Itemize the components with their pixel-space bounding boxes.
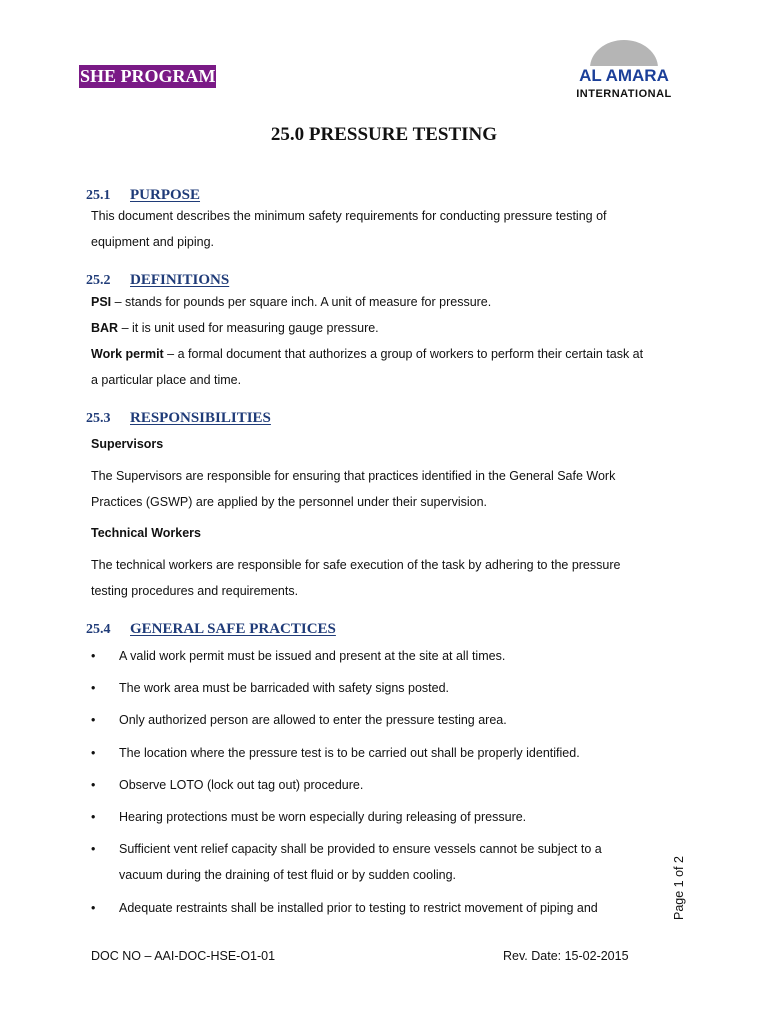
definition-bar xyxy=(91,321,379,335)
bullet-icon: • xyxy=(91,713,96,727)
bullet-icon: • xyxy=(91,778,96,792)
program-badge: SHE PROGRAM xyxy=(80,66,216,86)
list-item: Hearing protections must be worn especially during releasing of pressure. xyxy=(119,810,527,824)
revision-date: Rev. Date: 15-02-2015 xyxy=(503,949,629,963)
definition-text: – it is unit used for measuring gauge pressure. xyxy=(118,321,379,335)
paragraph-line: equipment and piping. xyxy=(91,235,215,249)
paragraph-line: a particular place and time. xyxy=(91,373,242,387)
list-item: Sufficient vent relief capacity shall be provided to ensure vessels cannot be subject to a xyxy=(119,842,602,856)
bullet-icon: • xyxy=(91,681,96,695)
paragraph-line: testing procedures and requirements. xyxy=(91,584,299,598)
section-title-purpose: PURPOSE xyxy=(130,187,201,203)
list-item-continuation: vacuum during the draining of test fluid or by sudden cooling. xyxy=(119,868,457,882)
section-title-responsibilities: RESPONSIBILITIES xyxy=(130,410,271,426)
definition-psi xyxy=(91,295,491,309)
section-title-definitions: DEFINITIONS xyxy=(130,272,230,288)
definition-work-permit xyxy=(91,347,643,361)
section-number: 25.4 xyxy=(86,622,111,637)
page-number: Page 1 of 2 xyxy=(672,856,686,920)
definition-text: – a formal document that authorizes a group of workers to perform their certain task at xyxy=(163,347,644,361)
paragraph-line: This document describes the minimum safety requirements for conducting pressure testing of xyxy=(91,209,607,223)
subheading-supervisors: Supervisors xyxy=(91,437,164,451)
company-logo xyxy=(576,40,672,102)
bullet-icon: • xyxy=(91,842,96,856)
section-number: 25.2 xyxy=(86,273,111,288)
definition-term: PSI xyxy=(91,295,112,309)
list-item: A valid work permit must be issued and present at the site at all times. xyxy=(119,649,506,663)
bullet-icon: • xyxy=(91,649,96,663)
list-item: The work area must be barricaded with safety signs posted. xyxy=(119,681,450,695)
logo-line2: INTERNATIONAL xyxy=(576,88,672,100)
document-title: 25.0 PRESSURE TESTING xyxy=(270,124,498,145)
list-item: Adequate restraints shall be installed prior to testing to restrict movement of piping and xyxy=(119,901,598,915)
bullet-icon: • xyxy=(91,810,96,824)
section-title-general-safe-practices: GENERAL SAFE PRACTICES xyxy=(130,621,336,637)
doc-number: DOC NO – AAI-DOC-HSE-O1-01 xyxy=(91,949,276,963)
list-item: Observe LOTO (lock out tag out) procedure. xyxy=(119,778,364,792)
paragraph-line: Practices (GSWP) are applied by the personnel under their supervision. xyxy=(91,495,488,509)
logo-line1: AL AMARA xyxy=(579,66,669,85)
list-item: Only authorized person are allowed to enter the pressure testing area. xyxy=(119,713,507,727)
bullet-icon: • xyxy=(91,901,96,915)
section-number: 25.1 xyxy=(86,188,111,203)
definition-term: BAR xyxy=(91,321,119,335)
definition-text: – stands for pounds per square inch. A unit of measure for pressure. xyxy=(111,295,492,309)
list-item: The location where the pressure test is to be carried out shall be properly identified. xyxy=(119,746,580,760)
paragraph-line: The technical workers are responsible for safe execution of the task by adhering to the pressure xyxy=(91,558,621,572)
definition-term: Work permit xyxy=(91,347,164,361)
section-number: 25.3 xyxy=(86,411,111,426)
paragraph-line: The Supervisors are responsible for ensuring that practices identified in the General Safe Work xyxy=(91,469,616,483)
bullet-icon: • xyxy=(91,746,96,760)
subheading-technical-workers: Technical Workers xyxy=(91,526,201,540)
